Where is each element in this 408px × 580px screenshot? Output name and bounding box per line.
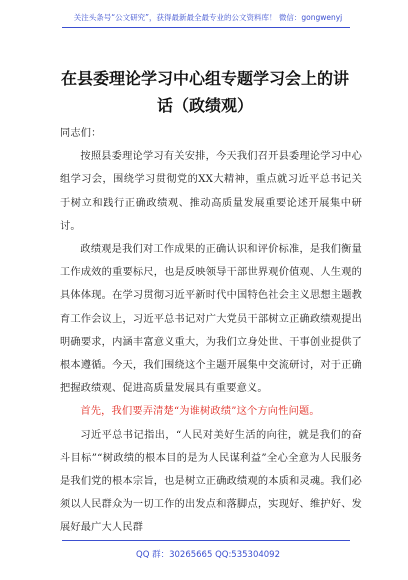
- document-body: [60, 122, 362, 540]
- paragraph-2: 政绩观是我们对工作成果的正确认识和评价标准，是我们衡量工作成效的重要标尺，也是反映领导干部世界观价值观、人生观的具体体现。在学习贯彻习近平新时代中国特色社会主义思想主题教育工作会议上，习近平总书记对广大党员干部树立正确政绩观提出明确要求，内涵丰富意义重大，为我们立身处世、干事创业提供了根本遵循。今天，我们围绕这个主题开展集中交流研讨，对于正确把握政绩观、促进高质量发展具有重要意义。: [60, 244, 362, 395]
- header-banner: 关注头条号“公文研究”，获得最新最全最专业的公文资料库！ 微信：gongwenyj: [73, 13, 343, 22]
- footer-contact: QQ 群：30265665 QQ:535304092: [136, 550, 280, 560]
- title-line-1: 在县委理论学习中心组专题学习会上的讲: [60, 69, 349, 88]
- section-heading: 首先，我们要弄清楚“为谁树政绩”这个方向性问题。: [80, 406, 320, 418]
- title-line-2: 话（政绩观）: [156, 96, 253, 115]
- footer-divider: [62, 540, 350, 541]
- paragraph-3: 习近平总书记指出，“人民对美好生活的向往，就是我们的奋斗目标”“树政绩的根本目的是为人民谋利益”全心全意为人民服务是我们党的根本宗旨，也是树立正确政绩观的本质和灵魂。我们必须以人民群众为一切工作的出发点和落脚点，实现好、维护好、发展好最广大人民群: [60, 429, 362, 534]
- paragraph-1: 按照县委理论学习有关安排，今天我们召开县委理论学习中心组学习会，围绕学习贯彻党的XX大精神，重点就习近平总书记关于树立和践行正确政绩观、推动高质量发展重要论述开展集中研讨。: [60, 151, 362, 232]
- header-divider: [62, 27, 350, 28]
- document-title: [60, 65, 350, 119]
- salutation: 同志们：: [60, 128, 102, 139]
